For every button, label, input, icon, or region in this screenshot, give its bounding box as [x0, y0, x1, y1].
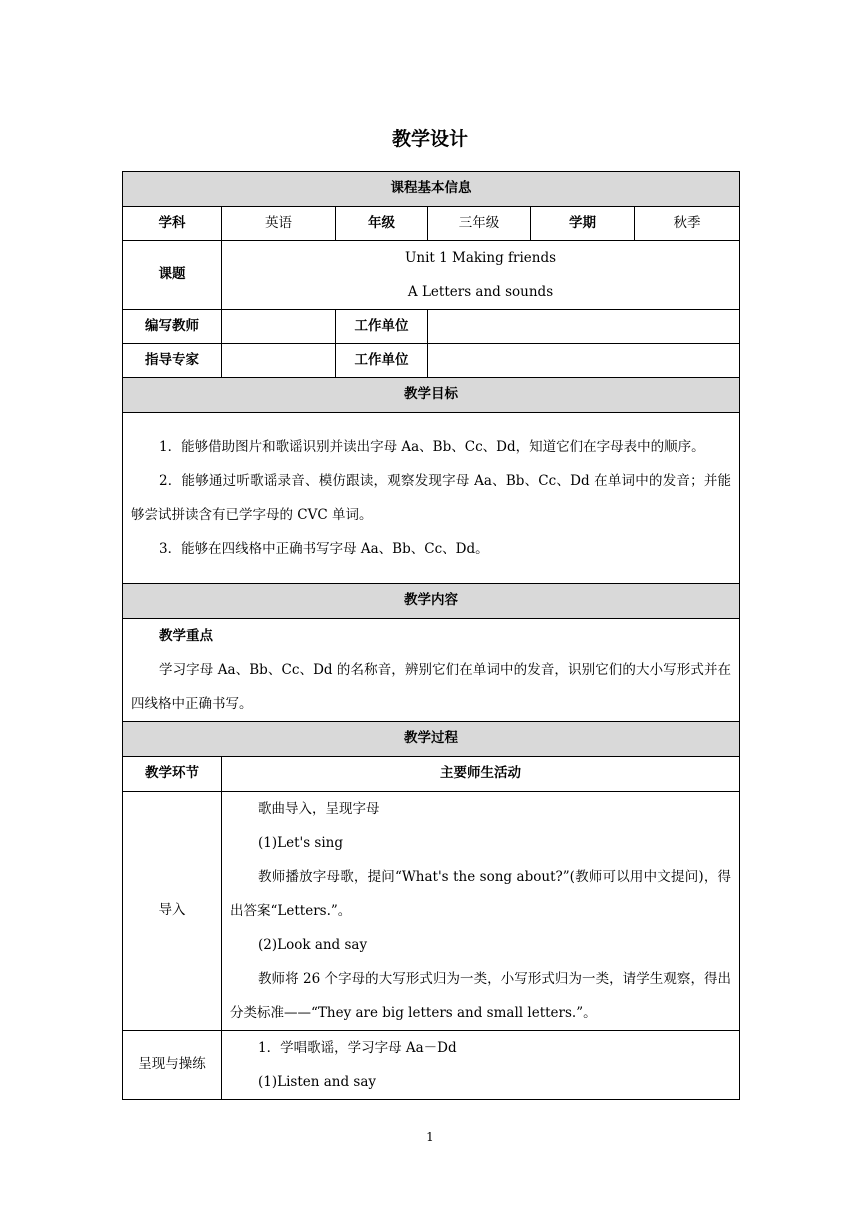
goals-list	[123, 430, 739, 566]
subject-value: 英语	[222, 207, 336, 241]
advisor-label: 指导专家	[123, 344, 222, 378]
content-block	[123, 619, 739, 721]
activity-cell	[222, 792, 740, 1031]
key-point-text: 学习字母 Aa、Bb、Cc、Dd 的名称音，辨别它们在单词中的发音，识别它们的大小写形式并在四线格中正确书写。	[131, 662, 732, 712]
key-point-label: 教学重点	[159, 628, 213, 644]
content-cell	[123, 619, 740, 722]
section-content: 教学内容	[123, 584, 740, 619]
author-unit-value	[428, 310, 740, 344]
section-goals: 教学目标	[123, 378, 740, 413]
activity-lines	[222, 792, 739, 1030]
advisor-unit-label: 工作单位	[336, 344, 428, 378]
topic-label: 课题	[123, 241, 222, 310]
goal-item: 2．能够通过听歌谣录音、模仿跟读，观察发现字母 Aa、Bb、Cc、Dd 在单词中的发音；并能够尝试拼读含有已学字母的 CVC 单词。	[131, 473, 732, 523]
activity-line: 1．学唱歌谣，学习字母 Aa－Dd	[258, 1040, 457, 1056]
goal-item: 3．能够在四线格中正确书写字母 Aa、Bb、Cc、Dd。	[159, 541, 489, 557]
topic-value	[222, 241, 740, 310]
activity-line: (1)Listen and say	[258, 1074, 377, 1090]
col-stage-header: 教学环节	[123, 757, 222, 792]
document-title: 教学设计	[391, 128, 468, 150]
lesson-plan-table	[122, 171, 740, 1100]
term-label: 学期	[531, 207, 635, 241]
stage-cell: 导入	[123, 792, 222, 1031]
section-basic-info: 课程基本信息	[123, 172, 740, 207]
subject-label: 学科	[123, 207, 222, 241]
topic-line-1: Unit 1 Making friends	[405, 250, 557, 266]
author-label: 编写教师	[123, 310, 222, 344]
activity-line: (2)Look and say	[258, 937, 368, 953]
section-process: 教学过程	[123, 722, 740, 757]
col-activity-header: 主要师生活动	[222, 757, 740, 792]
activity-line: 教师播放字母歌，提问“What's the song about?”(教师可以用中文提问)，得出答案“Letters.”。	[230, 869, 732, 919]
page-number: 1	[426, 1130, 434, 1144]
author-unit-label: 工作单位	[336, 310, 428, 344]
goal-item: 1．能够借助图片和歌谣识别并读出字母 Aa、Bb、Cc、Dd，知道它们在字母表中的顺序。	[159, 439, 705, 455]
advisor-unit-value	[428, 344, 740, 378]
activity-lines	[222, 1031, 739, 1099]
stage-cell: 呈现与操练	[123, 1031, 222, 1100]
term-value: 秋季	[635, 207, 740, 241]
topic-line-2: A Letters and sounds	[407, 284, 554, 300]
grade-value: 三年级	[428, 207, 531, 241]
activity-line: (1)Let's sing	[258, 835, 344, 851]
advisor-value	[222, 344, 336, 378]
grade-label: 年级	[336, 207, 428, 241]
activity-cell	[222, 1031, 740, 1100]
activity-line: 歌曲导入，呈现字母	[258, 801, 380, 817]
goals-cell	[123, 413, 740, 584]
activity-line: 教师将 26 个字母的大写形式归为一类，小写形式归为一类，请学生观察，得出分类标准——“They are big letters and small letters.”。	[230, 971, 732, 1021]
author-value	[222, 310, 336, 344]
